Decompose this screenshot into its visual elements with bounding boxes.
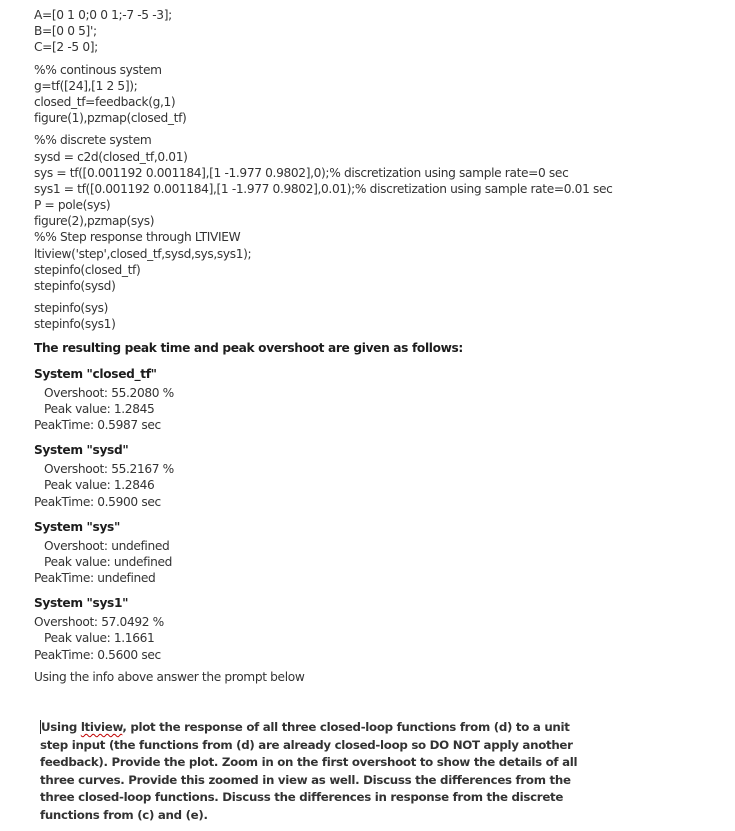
system-result-closed-tf [34, 363, 724, 434]
overshoot-value: Overshoot: undefined [44, 538, 170, 553]
prompt-text-start: Using [41, 720, 77, 734]
code-line: stepinfo(sys1) [34, 317, 116, 332]
code-line: B=[0 0 5]'; [34, 24, 97, 39]
peak-time: PeakTime: 0.5900 sec [34, 494, 161, 509]
code-line: sys1 = tf([0.001192 0.001184],[1 -1.977 0.9802],0.01);% discretization using sample rate=0.01 sec [34, 181, 613, 196]
code-block-discrete [34, 132, 724, 294]
peak-time: PeakTime: undefined [34, 571, 156, 586]
code-line: %% continous system [34, 62, 162, 77]
code-line: stepinfo(sys) [34, 301, 109, 316]
code-line: ltiview('step',closed_tf,sysd,sys,sys1); [34, 246, 252, 261]
code-line: A=[0 1 0;0 0 1;-7 -5 -3]; [34, 8, 172, 22]
document-body [34, 7, 724, 685]
code-line: stepinfo(sysd) [34, 279, 116, 293]
code-line: g=tf([24],[1 2 5]); [34, 78, 138, 93]
system-result-sysd [34, 439, 724, 510]
system-title: System "sysd" [34, 443, 129, 458]
peak-value: Peak value: 1.2846 [44, 478, 155, 493]
code-block-matrices [34, 7, 724, 56]
code-line: %% discrete system [34, 133, 152, 148]
overshoot-value: Overshoot: 55.2167 % [44, 462, 174, 477]
system-title: System "closed_tf" [34, 366, 157, 381]
code-line: P = pole(sys) [34, 198, 111, 213]
code-line: closed_tf=feedback(g,1) [34, 94, 176, 109]
code-block-stepinfo [34, 300, 724, 332]
code-line: stepinfo(closed_tf) [34, 262, 141, 277]
info-note: Using the info above answer the prompt below [34, 669, 305, 684]
code-line: %% Step response through LTIVIEW [34, 230, 241, 245]
system-title: System "sys" [34, 519, 120, 534]
prompt-paragraph[interactable] [40, 719, 600, 825]
overshoot-value: Overshoot: 57.0492 % [34, 615, 164, 630]
code-line: C=[2 -5 0]; [34, 40, 98, 55]
system-result-sys [34, 516, 724, 587]
system-title: System "sys1" [34, 596, 129, 611]
system-result-sys1 [34, 592, 724, 663]
peak-time: PeakTime: 0.5987 sec [34, 417, 161, 432]
code-line: figure(1),pzmap(closed_tf) [34, 111, 187, 126]
peak-time: PeakTime: 0.5600 sec [34, 647, 161, 662]
code-line: sys = tf([0.001192 0.001184],[1 -1.977 0.9802],0);% discretization using sample rate=0 sec [34, 165, 569, 180]
prompt-text-rest: , plot the response of all three closed-loop functions from (d) to a unit step input (the functions from (d) are already closed-loop so DO NOT apply another feedback). Provide the plot. Zoom in on the first overshoot to show the details of all three curves. Provide this zoomed in view as well. Discuss the differences from the three closed-loop functions. Discuss the differences in response from the discrete functions from (c) and (e). [40, 720, 578, 822]
code-line: sysd = c2d(closed_tf,0.01) [34, 149, 188, 164]
peak-value: Peak value: 1.2845 [44, 401, 155, 416]
results-heading: The resulting peak time and peak overshoot are given as follows: [34, 340, 463, 355]
peak-value: Peak value: 1.1661 [44, 631, 155, 646]
overshoot-value: Overshoot: 55.2080 % [44, 385, 174, 400]
code-block-continuous [34, 62, 724, 127]
peak-value: Peak value: undefined [44, 554, 173, 569]
code-line: figure(2),pzmap(sys) [34, 214, 155, 229]
spellcheck-word[interactable]: ltiview [80, 720, 123, 734]
